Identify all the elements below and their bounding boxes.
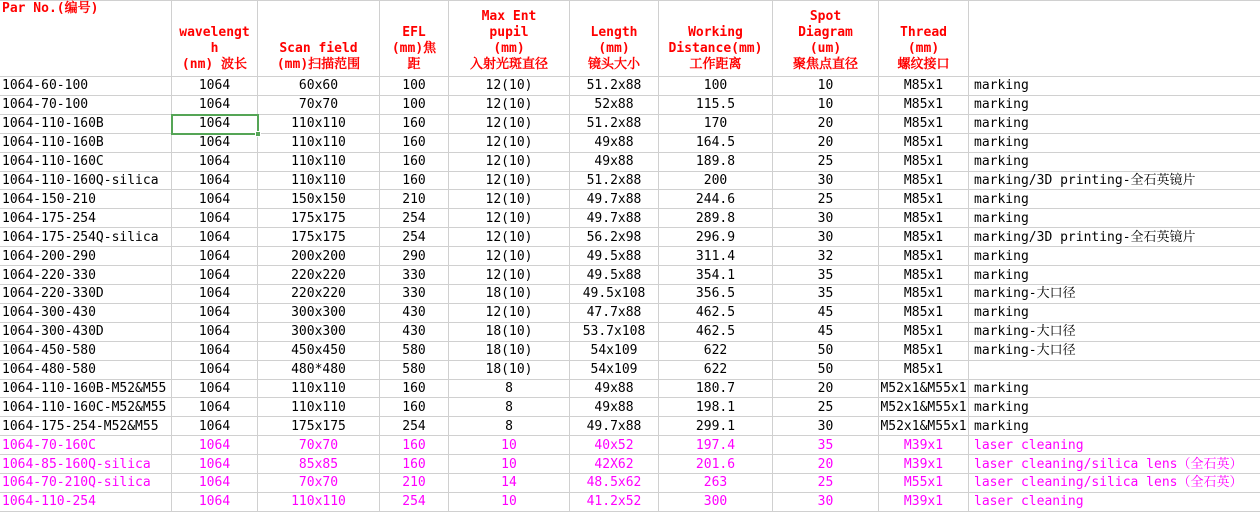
cell-spot-diagram[interactable]: 50 xyxy=(773,342,879,361)
cell-length[interactable]: 51.2x88 xyxy=(570,77,659,96)
cell-max-ent-pupil[interactable]: 18(10) xyxy=(449,361,570,380)
header-line: 螺纹接口 xyxy=(897,57,950,72)
cell-spot-diagram[interactable]: 35 xyxy=(773,285,879,304)
cell-max-ent-pupil[interactable]: 18(10) xyxy=(449,285,570,304)
header-cell-working-distance[interactable] xyxy=(659,1,773,77)
cell-scan-field[interactable]: 60x60 xyxy=(258,77,380,96)
cell-par-no[interactable]: 1064-300-430D xyxy=(0,323,172,342)
table-row xyxy=(0,134,1260,153)
cell-length[interactable]: 49.7x88 xyxy=(570,209,659,228)
cell-efl[interactable]: 254 xyxy=(380,417,449,436)
cell-wavelength[interactable]: 1064 xyxy=(172,361,258,380)
cell-length[interactable]: 49x88 xyxy=(570,134,659,153)
cell-working-distance[interactable]: 289.8 xyxy=(659,209,773,228)
cell-working-distance[interactable]: 200 xyxy=(659,172,773,191)
cell-length[interactable]: 51.2x88 xyxy=(570,115,659,134)
cell-wavelength[interactable]: 1064 xyxy=(172,228,258,247)
cell-par-no[interactable]: 1064-300-430 xyxy=(0,304,172,323)
cell-spot-diagram[interactable]: 20 xyxy=(773,455,879,474)
cell-efl[interactable]: 254 xyxy=(380,493,449,512)
cell-application[interactable]: marking xyxy=(969,96,1260,115)
header-line: (nm) 波长 xyxy=(181,57,248,72)
cell-thread[interactable]: M55x1 xyxy=(879,474,969,493)
cell-par-no[interactable]: 1064-110-160B xyxy=(0,115,172,134)
table-row xyxy=(0,228,1260,247)
cell-wavelength[interactable]: 1064 xyxy=(172,398,258,417)
cell-max-ent-pupil[interactable]: 8 xyxy=(449,417,570,436)
table-row xyxy=(0,153,1260,172)
cell-scan-field[interactable]: 220x220 xyxy=(258,285,380,304)
cell-spot-diagram[interactable]: 30 xyxy=(773,209,879,228)
cell-efl[interactable]: 160 xyxy=(380,398,449,417)
cell-scan-field[interactable]: 175x175 xyxy=(258,417,380,436)
header-cell-wavelength[interactable] xyxy=(172,1,258,77)
cell-working-distance[interactable]: 164.5 xyxy=(659,134,773,153)
cell-max-ent-pupil[interactable]: 12(10) xyxy=(449,77,570,96)
cell-working-distance[interactable]: 189.8 xyxy=(659,153,773,172)
cell-spot-diagram[interactable]: 35 xyxy=(773,266,879,285)
cell-efl[interactable]: 580 xyxy=(380,342,449,361)
cell-wavelength[interactable]: 1064 xyxy=(172,436,258,455)
table-row xyxy=(0,247,1260,266)
cell-application[interactable]: marking xyxy=(969,115,1260,134)
cell-working-distance[interactable]: 244.6 xyxy=(659,190,773,209)
cell-efl[interactable]: 100 xyxy=(380,77,449,96)
table-row xyxy=(0,474,1260,493)
cell-application[interactable]: marking xyxy=(969,417,1260,436)
cell-max-ent-pupil[interactable]: 12(10) xyxy=(449,266,570,285)
cell-spot-diagram[interactable]: 35 xyxy=(773,436,879,455)
cell-wavelength[interactable]: 1064 xyxy=(172,323,258,342)
cell-application[interactable]: marking xyxy=(969,77,1260,96)
cell-length[interactable]: 42X62 xyxy=(570,455,659,474)
cell-spot-diagram[interactable]: 20 xyxy=(773,380,879,399)
cell-thread[interactable]: M85x1 xyxy=(879,285,969,304)
cell-efl[interactable]: 330 xyxy=(380,285,449,304)
header-cell-spot-diagram[interactable] xyxy=(773,1,879,77)
cell-thread[interactable]: M85x1 xyxy=(879,342,969,361)
header-line: (mm) xyxy=(598,41,630,56)
cell-wavelength[interactable]: 1064 xyxy=(172,455,258,474)
cell-thread[interactable]: M85x1 xyxy=(879,172,969,191)
cell-thread[interactable]: M39x1 xyxy=(879,436,969,455)
cell-scan-field[interactable]: 85x85 xyxy=(258,455,380,474)
table-row xyxy=(0,285,1260,304)
header-cell-efl[interactable] xyxy=(380,1,449,77)
cell-max-ent-pupil[interactable]: 12(10) xyxy=(449,247,570,266)
cell-max-ent-pupil[interactable]: 18(10) xyxy=(449,342,570,361)
cell-length[interactable]: 47.7x88 xyxy=(570,304,659,323)
cell-application[interactable]: marking xyxy=(969,247,1260,266)
table-row xyxy=(0,455,1260,474)
cell-thread[interactable]: M85x1 xyxy=(879,190,969,209)
cell-spot-diagram[interactable]: 20 xyxy=(773,134,879,153)
cell-thread[interactable]: M52x1&M55x1 xyxy=(879,417,969,436)
header-line: 聚焦点直径 xyxy=(792,57,858,72)
header-line: EFL xyxy=(402,25,426,40)
cell-par-no[interactable]: 1064-70-160C xyxy=(0,436,172,455)
cell-scan-field[interactable]: 70x70 xyxy=(258,474,380,493)
cell-working-distance[interactable]: 462.5 xyxy=(659,323,773,342)
table-row xyxy=(0,380,1260,399)
header-line: Thread xyxy=(900,25,947,40)
cell-length[interactable]: 56.2x98 xyxy=(570,228,659,247)
cell-thread[interactable]: M85x1 xyxy=(879,228,969,247)
cell-spot-diagram[interactable]: 25 xyxy=(773,190,879,209)
cell-wavelength[interactable]: 1064 xyxy=(172,96,258,115)
cell-spot-diagram[interactable]: 50 xyxy=(773,361,879,380)
cell-max-ent-pupil[interactable]: 18(10) xyxy=(449,323,570,342)
cell-par-no[interactable]: 1064-110-160B xyxy=(0,134,172,153)
cell-spot-diagram[interactable]: 10 xyxy=(773,77,879,96)
cell-max-ent-pupil[interactable]: 8 xyxy=(449,398,570,417)
cell-scan-field[interactable]: 175x175 xyxy=(258,209,380,228)
cell-spot-diagram[interactable]: 32 xyxy=(773,247,879,266)
cell-working-distance[interactable]: 201.6 xyxy=(659,455,773,474)
cell-par-no[interactable]: 1064-110-160Q-silica xyxy=(0,172,172,191)
header-cell-max-ent-pupil[interactable] xyxy=(449,1,570,77)
cell-max-ent-pupil[interactable]: 12(10) xyxy=(449,134,570,153)
header-line: Length xyxy=(590,25,638,40)
header-line: Diagram xyxy=(798,25,853,40)
cell-wavelength[interactable]: 1064 xyxy=(172,190,258,209)
cell-application[interactable]: marking/3D printing-全石英镜片 xyxy=(969,228,1260,247)
cell-par-no[interactable]: 1064-175-254 xyxy=(0,209,172,228)
cell-wavelength[interactable]: 1064 xyxy=(172,134,258,153)
table-row xyxy=(0,77,1260,96)
header-line: Spot xyxy=(809,9,842,24)
cell-working-distance[interactable]: 354.1 xyxy=(659,266,773,285)
cell-application[interactable]: marking xyxy=(969,304,1260,323)
cell-application[interactable]: marking xyxy=(969,190,1260,209)
cell-scan-field[interactable]: 450x450 xyxy=(258,342,380,361)
cell-par-no[interactable]: 1064-110-160C-M52&M55 xyxy=(0,398,172,417)
header-line: 镜头大小 xyxy=(587,57,640,72)
cell-working-distance[interactable]: 299.1 xyxy=(659,417,773,436)
table-row xyxy=(0,115,1260,134)
cell-application[interactable]: marking-大口径 xyxy=(969,342,1260,361)
cell-application[interactable]: laser cleaning xyxy=(969,436,1260,455)
cell-par-no[interactable]: 1064-175-254Q-silica xyxy=(0,228,172,247)
cell-working-distance[interactable]: 296.9 xyxy=(659,228,773,247)
cell-wavelength[interactable]: 1064 xyxy=(172,247,258,266)
cell-length[interactable]: 49.5x88 xyxy=(570,247,659,266)
cell-efl[interactable]: 160 xyxy=(380,134,449,153)
table-row xyxy=(0,266,1260,285)
cell-length[interactable]: 54x109 xyxy=(570,361,659,380)
cell-scan-field[interactable]: 110x110 xyxy=(258,493,380,512)
header-line: Max Ent xyxy=(481,9,537,24)
cell-scan-field[interactable]: 110x110 xyxy=(258,115,380,134)
table-row xyxy=(0,361,1260,380)
cell-thread[interactable]: M85x1 xyxy=(879,304,969,323)
cell-working-distance[interactable]: 198.1 xyxy=(659,398,773,417)
cell-application[interactable]: laser cleaning xyxy=(969,493,1260,512)
cell-par-no[interactable]: 1064-175-254-M52&M55 xyxy=(0,417,172,436)
table-row xyxy=(0,172,1260,191)
cell-length[interactable]: 49x88 xyxy=(570,153,659,172)
cell-length[interactable]: 52x88 xyxy=(570,96,659,115)
cell-application[interactable]: marking xyxy=(969,266,1260,285)
cell-max-ent-pupil[interactable]: 10 xyxy=(449,493,570,512)
cell-par-no[interactable]: 1064-450-580 xyxy=(0,342,172,361)
cell-spot-diagram[interactable]: 30 xyxy=(773,417,879,436)
cell-working-distance[interactable]: 170 xyxy=(659,115,773,134)
cell-application[interactable]: marking xyxy=(969,380,1260,399)
cell-length[interactable]: 49.7x88 xyxy=(570,190,659,209)
cell-application[interactable]: laser cleaning/silica lens（全石英） xyxy=(969,474,1260,493)
cell-length[interactable]: 49.5x108 xyxy=(570,285,659,304)
cell-par-no[interactable]: 1064-70-210Q-silica xyxy=(0,474,172,493)
table-row xyxy=(0,323,1260,342)
table-row xyxy=(0,398,1260,417)
header-line: Par No.(编号) xyxy=(2,1,99,16)
cell-thread[interactable]: M85x1 xyxy=(879,77,969,96)
cell-wavelength[interactable]: 1064 xyxy=(172,266,258,285)
cell-spot-diagram[interactable]: 45 xyxy=(773,304,879,323)
cell-par-no[interactable]: 1064-110-254 xyxy=(0,493,172,512)
cell-spot-diagram[interactable]: 45 xyxy=(773,323,879,342)
cell-application[interactable]: marking xyxy=(969,134,1260,153)
cell-thread[interactable]: M85x1 xyxy=(879,134,969,153)
cell-max-ent-pupil[interactable]: 10 xyxy=(449,436,570,455)
cell-par-no[interactable]: 1064-480-580 xyxy=(0,361,172,380)
cell-working-distance[interactable]: 115.5 xyxy=(659,96,773,115)
cell-efl[interactable]: 210 xyxy=(380,474,449,493)
cell-spot-diagram[interactable]: 10 xyxy=(773,96,879,115)
cell-length[interactable]: 40x52 xyxy=(570,436,659,455)
cell-working-distance[interactable]: 622 xyxy=(659,342,773,361)
cell-length[interactable]: 49x88 xyxy=(570,398,659,417)
cell-efl[interactable]: 580 xyxy=(380,361,449,380)
header-line: Distance(mm) xyxy=(668,41,763,56)
cell-working-distance[interactable]: 100 xyxy=(659,77,773,96)
cell-max-ent-pupil[interactable]: 14 xyxy=(449,474,570,493)
cell-max-ent-pupil[interactable]: 10 xyxy=(449,455,570,474)
cell-par-no[interactable]: 1064-110-160C xyxy=(0,153,172,172)
header-line: 入射光斑直径 xyxy=(469,57,548,72)
cell-wavelength[interactable]: 1064 xyxy=(172,172,258,191)
table-row xyxy=(0,304,1260,323)
cell-application[interactable]: marking xyxy=(969,398,1260,417)
header-line: (mm)扫描范围 xyxy=(276,57,361,72)
table-row xyxy=(0,190,1260,209)
cell-par-no[interactable]: 1064-70-100 xyxy=(0,96,172,115)
cell-application[interactable] xyxy=(969,361,1260,380)
cell-efl[interactable]: 160 xyxy=(380,115,449,134)
cell-wavelength[interactable]: 1064 xyxy=(172,493,258,512)
cell-thread[interactable]: M52x1&M55x1 xyxy=(879,398,969,417)
cell-scan-field[interactable]: 110x110 xyxy=(258,172,380,191)
cell-efl[interactable]: 160 xyxy=(380,153,449,172)
cell-length[interactable]: 48.5x62 xyxy=(570,474,659,493)
cell-max-ent-pupil[interactable]: 12(10) xyxy=(449,190,570,209)
cell-max-ent-pupil[interactable]: 12(10) xyxy=(449,209,570,228)
header-cell-length[interactable] xyxy=(570,1,659,77)
cell-max-ent-pupil[interactable]: 12(10) xyxy=(449,172,570,191)
cell-spot-diagram[interactable]: 20 xyxy=(773,115,879,134)
cell-par-no[interactable]: 1064-60-100 xyxy=(0,77,172,96)
cell-par-no[interactable]: 1064-200-290 xyxy=(0,247,172,266)
cell-scan-field[interactable]: 480*480 xyxy=(258,361,380,380)
cell-scan-field[interactable]: 200x200 xyxy=(258,247,380,266)
cell-application[interactable]: marking/3D printing-全石英镜片 xyxy=(969,172,1260,191)
header-cell-thread[interactable] xyxy=(879,1,969,77)
cell-application[interactable]: laser cleaning/silica lens（全石英） xyxy=(969,455,1260,474)
header-line: (mm)焦 xyxy=(391,41,437,56)
cell-working-distance[interactable]: 356.5 xyxy=(659,285,773,304)
cell-scan-field[interactable]: 110x110 xyxy=(258,153,380,172)
cell-working-distance[interactable]: 180.7 xyxy=(659,380,773,399)
header-line: 距 xyxy=(407,57,421,72)
cell-efl[interactable]: 160 xyxy=(380,455,449,474)
cell-par-no[interactable]: 1064-220-330 xyxy=(0,266,172,285)
cell-scan-field[interactable]: 300x300 xyxy=(258,304,380,323)
cell-max-ent-pupil[interactable]: 12(10) xyxy=(449,228,570,247)
table-row xyxy=(0,209,1260,228)
cell-wavelength[interactable]: 1064 xyxy=(172,417,258,436)
cell-wavelength[interactable]: 1064 xyxy=(172,77,258,96)
cell-application[interactable]: marking xyxy=(969,209,1260,228)
cell-length[interactable]: 54x109 xyxy=(570,342,659,361)
cell-thread[interactable]: M85x1 xyxy=(879,266,969,285)
cell-working-distance[interactable]: 622 xyxy=(659,361,773,380)
cell-application[interactable]: marking xyxy=(969,153,1260,172)
cell-length[interactable]: 41.2x52 xyxy=(570,493,659,512)
cell-working-distance[interactable]: 462.5 xyxy=(659,304,773,323)
cell-thread[interactable]: M85x1 xyxy=(879,323,969,342)
header-line: Scan field xyxy=(279,41,358,56)
cell-par-no[interactable]: 1064-220-330D xyxy=(0,285,172,304)
header-line: Working xyxy=(688,25,743,40)
cell-spot-diagram[interactable]: 30 xyxy=(773,493,879,512)
header-line: h xyxy=(210,41,219,56)
cell-scan-field[interactable]: 300x300 xyxy=(258,323,380,342)
cell-spot-diagram[interactable]: 30 xyxy=(773,228,879,247)
cell-max-ent-pupil[interactable]: 12(10) xyxy=(449,153,570,172)
cell-scan-field[interactable]: 70x70 xyxy=(258,436,380,455)
header-line: (um) xyxy=(809,41,842,56)
cell-application[interactable]: marking-大口径 xyxy=(969,285,1260,304)
table-row xyxy=(0,342,1260,361)
cell-max-ent-pupil[interactable]: 8 xyxy=(449,380,570,399)
cell-par-no[interactable]: 1064-85-160Q-silica xyxy=(0,455,172,474)
cell-length[interactable]: 49.5x88 xyxy=(570,266,659,285)
table-row xyxy=(0,96,1260,115)
cell-length[interactable]: 49.7x88 xyxy=(570,417,659,436)
cell-wavelength[interactable]: 1064 xyxy=(172,380,258,399)
cell-efl[interactable]: 430 xyxy=(380,304,449,323)
cell-working-distance[interactable]: 263 xyxy=(659,474,773,493)
cell-thread[interactable]: M85x1 xyxy=(879,153,969,172)
cell-application[interactable]: marking-大口径 xyxy=(969,323,1260,342)
cell-scan-field[interactable]: 70x70 xyxy=(258,96,380,115)
header-cell-application[interactable] xyxy=(969,1,1260,77)
cell-scan-field[interactable]: 110x110 xyxy=(258,380,380,399)
cell-length[interactable]: 53.7x108 xyxy=(570,323,659,342)
cell-wavelength[interactable]: 1064 xyxy=(172,115,258,134)
cell-scan-field[interactable]: 110x110 xyxy=(258,398,380,417)
cell-max-ent-pupil[interactable]: 12(10) xyxy=(449,115,570,134)
cell-thread[interactable]: M85x1 xyxy=(879,209,969,228)
cell-scan-field[interactable]: 150x150 xyxy=(258,190,380,209)
cell-par-no[interactable]: 1064-150-210 xyxy=(0,190,172,209)
header-line: pupil xyxy=(489,25,529,40)
cell-working-distance[interactable]: 311.4 xyxy=(659,247,773,266)
cell-length[interactable]: 49x88 xyxy=(570,380,659,399)
header-line: 工作距离 xyxy=(689,57,742,72)
cell-scan-field[interactable]: 175x175 xyxy=(258,228,380,247)
cell-wavelength[interactable]: 1064 xyxy=(172,304,258,323)
cell-efl[interactable]: 160 xyxy=(380,436,449,455)
cell-thread[interactable]: M52x1&M55x1 xyxy=(879,380,969,399)
table-body xyxy=(0,77,1260,512)
cell-thread[interactable]: M85x1 xyxy=(879,115,969,134)
cell-max-ent-pupil[interactable]: 12(10) xyxy=(449,304,570,323)
cell-thread[interactable]: M39x1 xyxy=(879,455,969,474)
cell-wavelength[interactable]: 1064 xyxy=(172,209,258,228)
cell-efl[interactable]: 100 xyxy=(380,96,449,115)
table-row xyxy=(0,436,1260,455)
cell-wavelength[interactable]: 1064 xyxy=(172,342,258,361)
cell-scan-field[interactable]: 110x110 xyxy=(258,134,380,153)
cell-thread[interactable]: M85x1 xyxy=(879,96,969,115)
cell-thread[interactable]: M39x1 xyxy=(879,493,969,512)
cell-thread[interactable]: M85x1 xyxy=(879,247,969,266)
cell-efl[interactable]: 290 xyxy=(380,247,449,266)
cell-spot-diagram[interactable]: 25 xyxy=(773,153,879,172)
header-line: (mm) xyxy=(493,41,525,56)
cell-spot-diagram[interactable]: 25 xyxy=(773,398,879,417)
cell-efl[interactable]: 330 xyxy=(380,266,449,285)
cell-working-distance[interactable]: 300 xyxy=(659,493,773,512)
table-header-row xyxy=(0,1,1260,77)
header-line: wavelengt xyxy=(179,25,250,40)
cell-efl[interactable]: 160 xyxy=(380,172,449,191)
cell-spot-diagram[interactable]: 30 xyxy=(773,172,879,191)
cell-wavelength[interactable]: 1064 xyxy=(172,153,258,172)
cell-max-ent-pupil[interactable]: 12(10) xyxy=(449,96,570,115)
header-line: (mm) xyxy=(907,41,940,56)
cell-thread[interactable]: M85x1 xyxy=(879,361,969,380)
cell-efl[interactable]: 160 xyxy=(380,380,449,399)
cell-wavelength[interactable]: 1064 xyxy=(172,474,258,493)
cell-efl[interactable]: 430 xyxy=(380,323,449,342)
cell-par-no[interactable]: 1064-110-160B-M52&M55 xyxy=(0,380,172,399)
header-cell-par-no[interactable] xyxy=(0,1,172,77)
cell-efl[interactable]: 210 xyxy=(380,190,449,209)
table-row xyxy=(0,493,1260,512)
fill-handle[interactable] xyxy=(255,131,261,137)
cell-efl[interactable]: 254 xyxy=(380,209,449,228)
cell-scan-field[interactable]: 220x220 xyxy=(258,266,380,285)
cell-working-distance[interactable]: 197.4 xyxy=(659,436,773,455)
header-cell-scan-field[interactable] xyxy=(258,1,380,77)
table-row xyxy=(0,417,1260,436)
cell-wavelength[interactable]: 1064 xyxy=(172,285,258,304)
cell-length[interactable]: 51.2x88 xyxy=(570,172,659,191)
cell-spot-diagram[interactable]: 25 xyxy=(773,474,879,493)
cell-efl[interactable]: 254 xyxy=(380,228,449,247)
